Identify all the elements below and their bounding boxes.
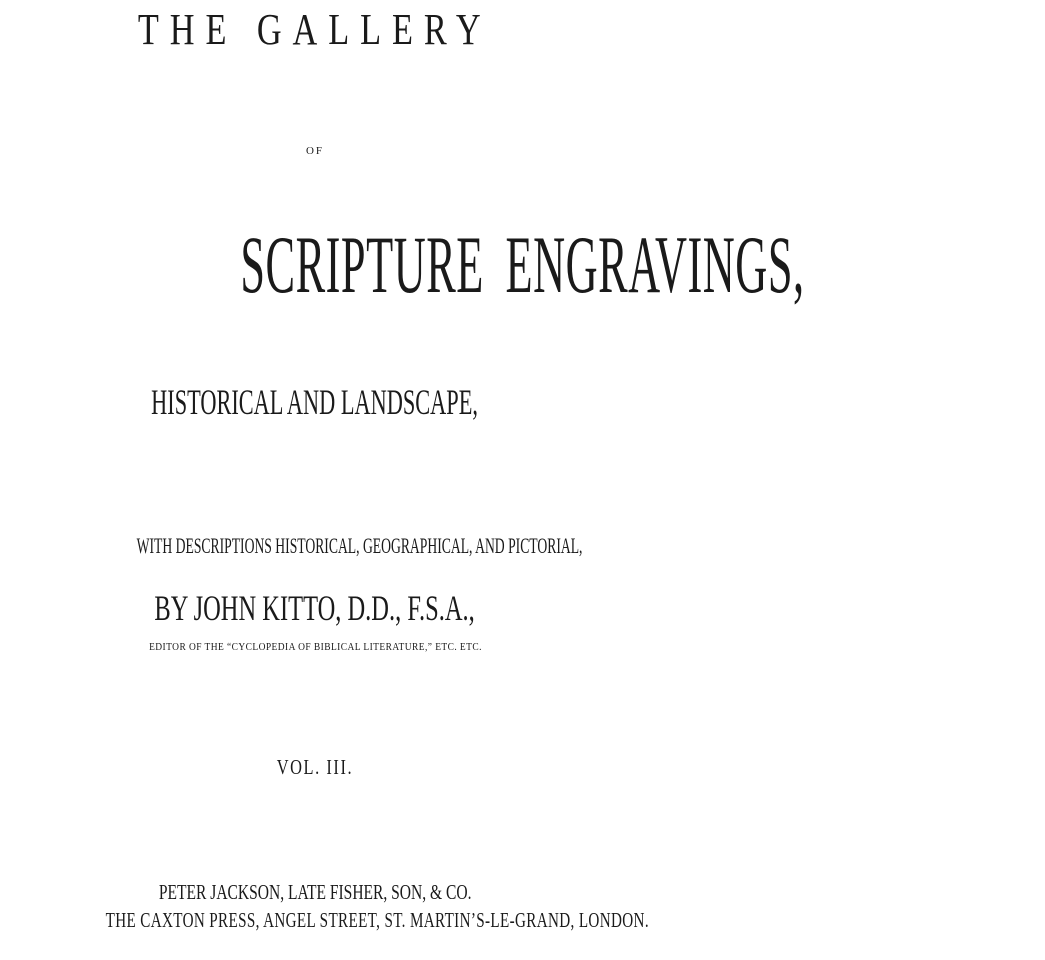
editor-note — [0, 642, 630, 653]
title-line-2-text — [240, 219, 805, 310]
subtitle — [0, 384, 630, 420]
title-of-text: OF — [305, 145, 325, 157]
address-line — [0, 908, 649, 932]
title-word-engravings: ENGRAVINGS, — [505, 219, 805, 310]
title-word-scripture: SCRIPTURE — [240, 219, 484, 310]
title-of — [0, 146, 630, 157]
descriptions-text: WITH DESCRIPTIONS HISTORICAL, GEOGRAPHICAL, AND PICTORIAL, — [136, 533, 583, 558]
volume-label — [0, 757, 630, 778]
publisher-line — [0, 882, 630, 903]
author-text: BY JOHN KITTO, D.D., F.S.A., — [154, 588, 476, 628]
editor-note-text: EDITOR OF THE “CYCLOPEDIA OF BIBLICAL LITERATURE,” ETC. ETC. — [148, 641, 482, 653]
author-line — [0, 590, 630, 626]
title-line-1-text: THE GALLERY — [138, 5, 492, 54]
subtitle-text: HISTORICAL AND LANDSCAPE, — [151, 382, 479, 422]
title-line-1 — [0, 5, 630, 54]
publisher-text: PETER JACKSON, LATE FISHER, SON, & CO. — [158, 880, 472, 904]
volume-text: VOL. III. — [276, 755, 354, 779]
address-text: THE CAXTON PRESS, ANGEL STREET, ST. MARTIN’S-LE-GRAND, LONDON. — [105, 908, 649, 932]
title-line-2 — [0, 219, 805, 310]
descriptions-line — [0, 535, 630, 557]
